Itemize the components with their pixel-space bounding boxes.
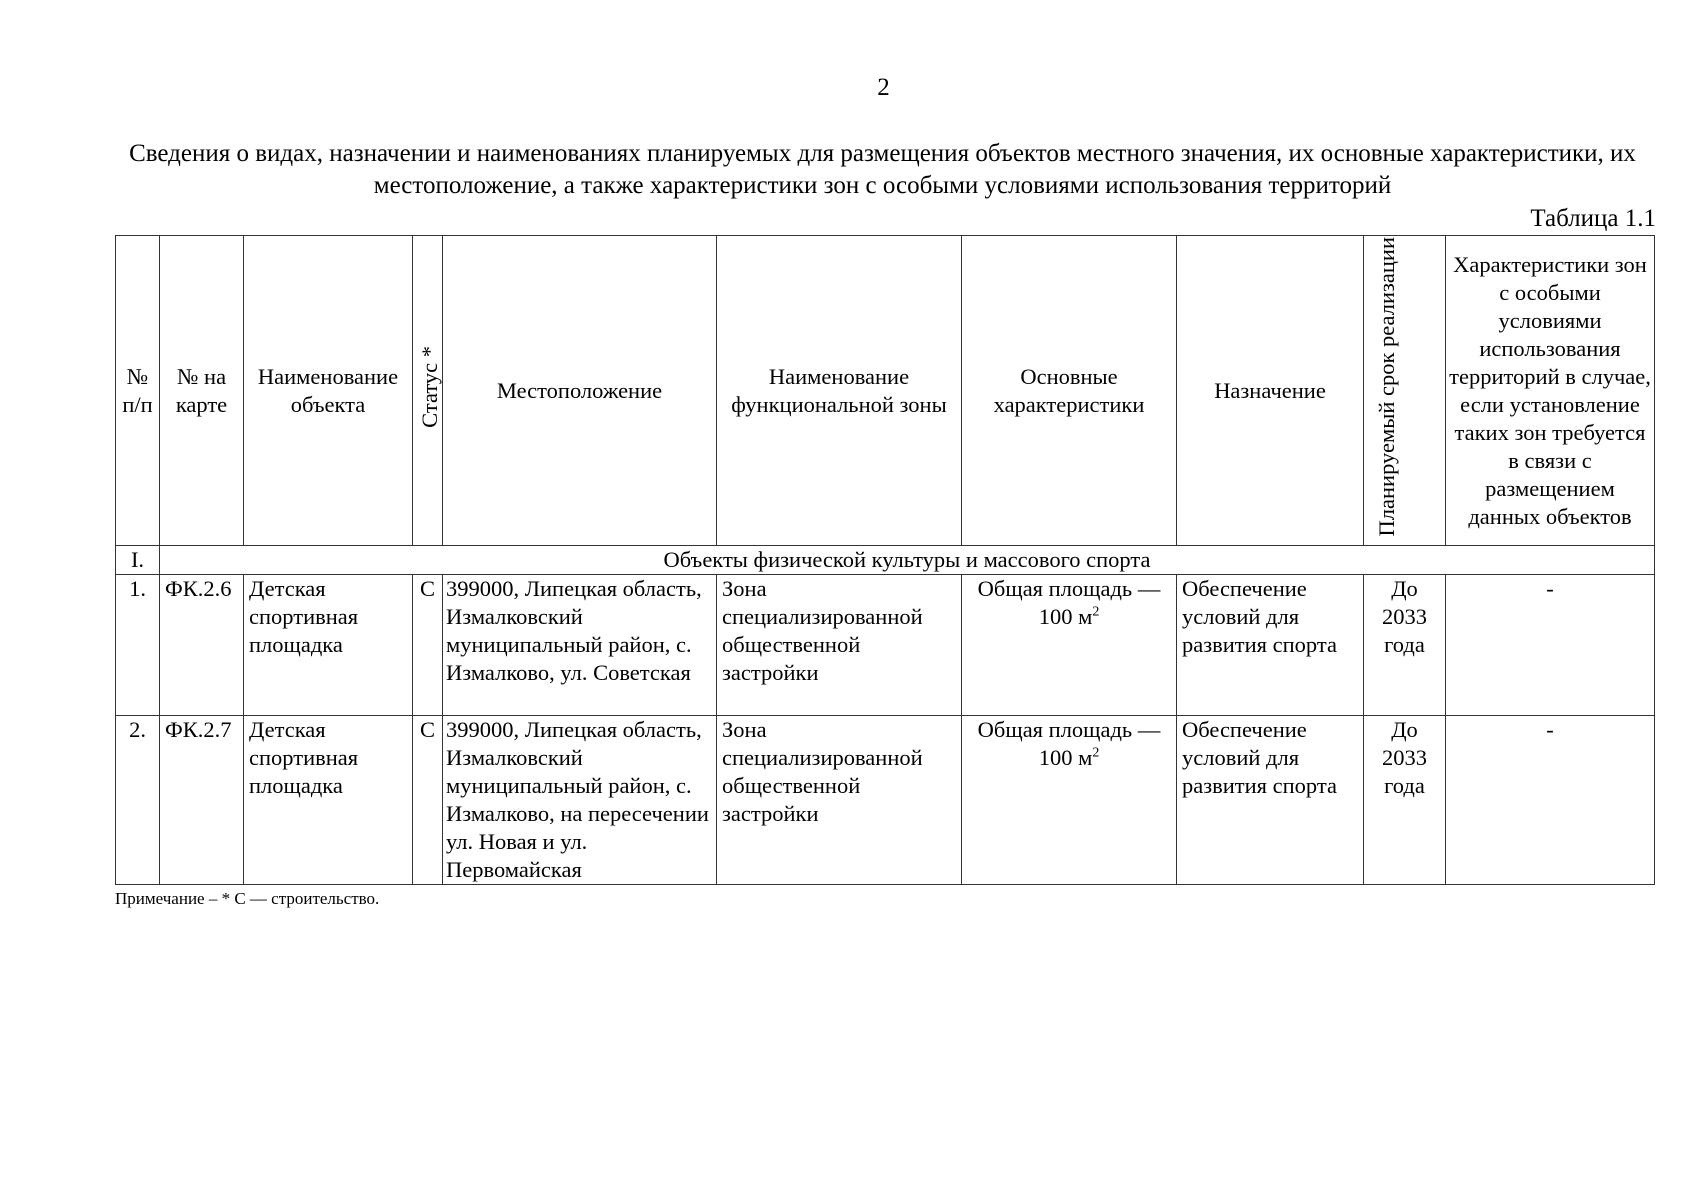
header-status-label: Статус * — [417, 346, 442, 428]
header-location: Местоположение — [443, 236, 717, 546]
header-zone: Наименование функциональной зоны — [717, 236, 962, 546]
cell-special-zones: - — [1446, 716, 1655, 885]
superscript: 2 — [1092, 745, 1100, 761]
header-characteristics: Основные характеристики — [962, 236, 1177, 546]
header-name: Наименование объекта — [244, 236, 413, 546]
header-map-num: № на карте — [160, 236, 244, 546]
characteristics-text: Общая площадь — 100 м — [977, 576, 1161, 629]
cell-name: Детская спортивная площадка — [244, 575, 413, 716]
cell-characteristics — [962, 575, 1177, 716]
cell-zone: Зона специализированной общественной застройки — [717, 575, 962, 716]
section-row — [116, 546, 1655, 575]
cell-zone: Зона специализированной общественной застройки — [717, 716, 962, 885]
superscript: 2 — [1092, 604, 1100, 620]
cell-characteristics — [962, 716, 1177, 885]
cell-purpose: Обеспечение условий для развития спорта — [1177, 575, 1364, 716]
table-label: Таблица 1.1 — [1530, 205, 1656, 232]
header-num: № п/п — [116, 236, 160, 546]
objects-table — [115, 235, 1655, 885]
cell-status: С — [413, 716, 443, 885]
header-status — [413, 236, 443, 546]
table-row — [116, 575, 1655, 716]
cell-location: 399000, Липецкая область, Измалковский муниципальный район, с. Измалково, на пересечении ул. Новая и ул. Первомайская — [443, 716, 717, 885]
header-special-zones: Характеристики зон с особыми условиями использования территорий в случае, если установление таких зон требуется в связи с размещением данных объектов — [1446, 236, 1655, 546]
cell-map-num: ФК.2.6 — [160, 575, 244, 716]
cell-status: С — [413, 575, 443, 716]
cell-term: До 2033 года — [1364, 575, 1446, 716]
header-term-label: Планируемый срок реализации — [1373, 237, 1399, 537]
section-num: I. — [116, 546, 160, 575]
cell-name: Детская спортивная площадка — [244, 716, 413, 885]
cell-num: 1. — [116, 575, 160, 716]
section-title: Объекты физической культуры и массового спорта — [160, 546, 1655, 575]
table-note: Примечание – * С — строительство. — [115, 889, 380, 908]
document-title: Сведения о видах, назначении и наименованиях планируемых для размещения объектов местного значения, их основные характеристики, их местоположение, а также характеристики зон с особыми условиями использования территорий — [129, 140, 1636, 199]
cell-special-zones: - — [1446, 575, 1655, 716]
header-term — [1364, 236, 1446, 546]
table-header-row — [116, 236, 1655, 546]
cell-location: 399000, Липецкая область, Измалковский муниципальный район, с. Измалково, ул. Советская — [443, 575, 717, 716]
characteristics-text: Общая площадь — 100 м — [977, 717, 1161, 770]
cell-map-num: ФК.2.7 — [160, 716, 244, 885]
cell-num: 2. — [116, 716, 160, 885]
cell-purpose: Обеспечение условий для развития спорта — [1177, 716, 1364, 885]
header-purpose: Назначение — [1177, 236, 1364, 546]
page-number: 2 — [877, 74, 890, 101]
table-row — [116, 716, 1655, 885]
cell-term: До 2033 года — [1364, 716, 1446, 885]
